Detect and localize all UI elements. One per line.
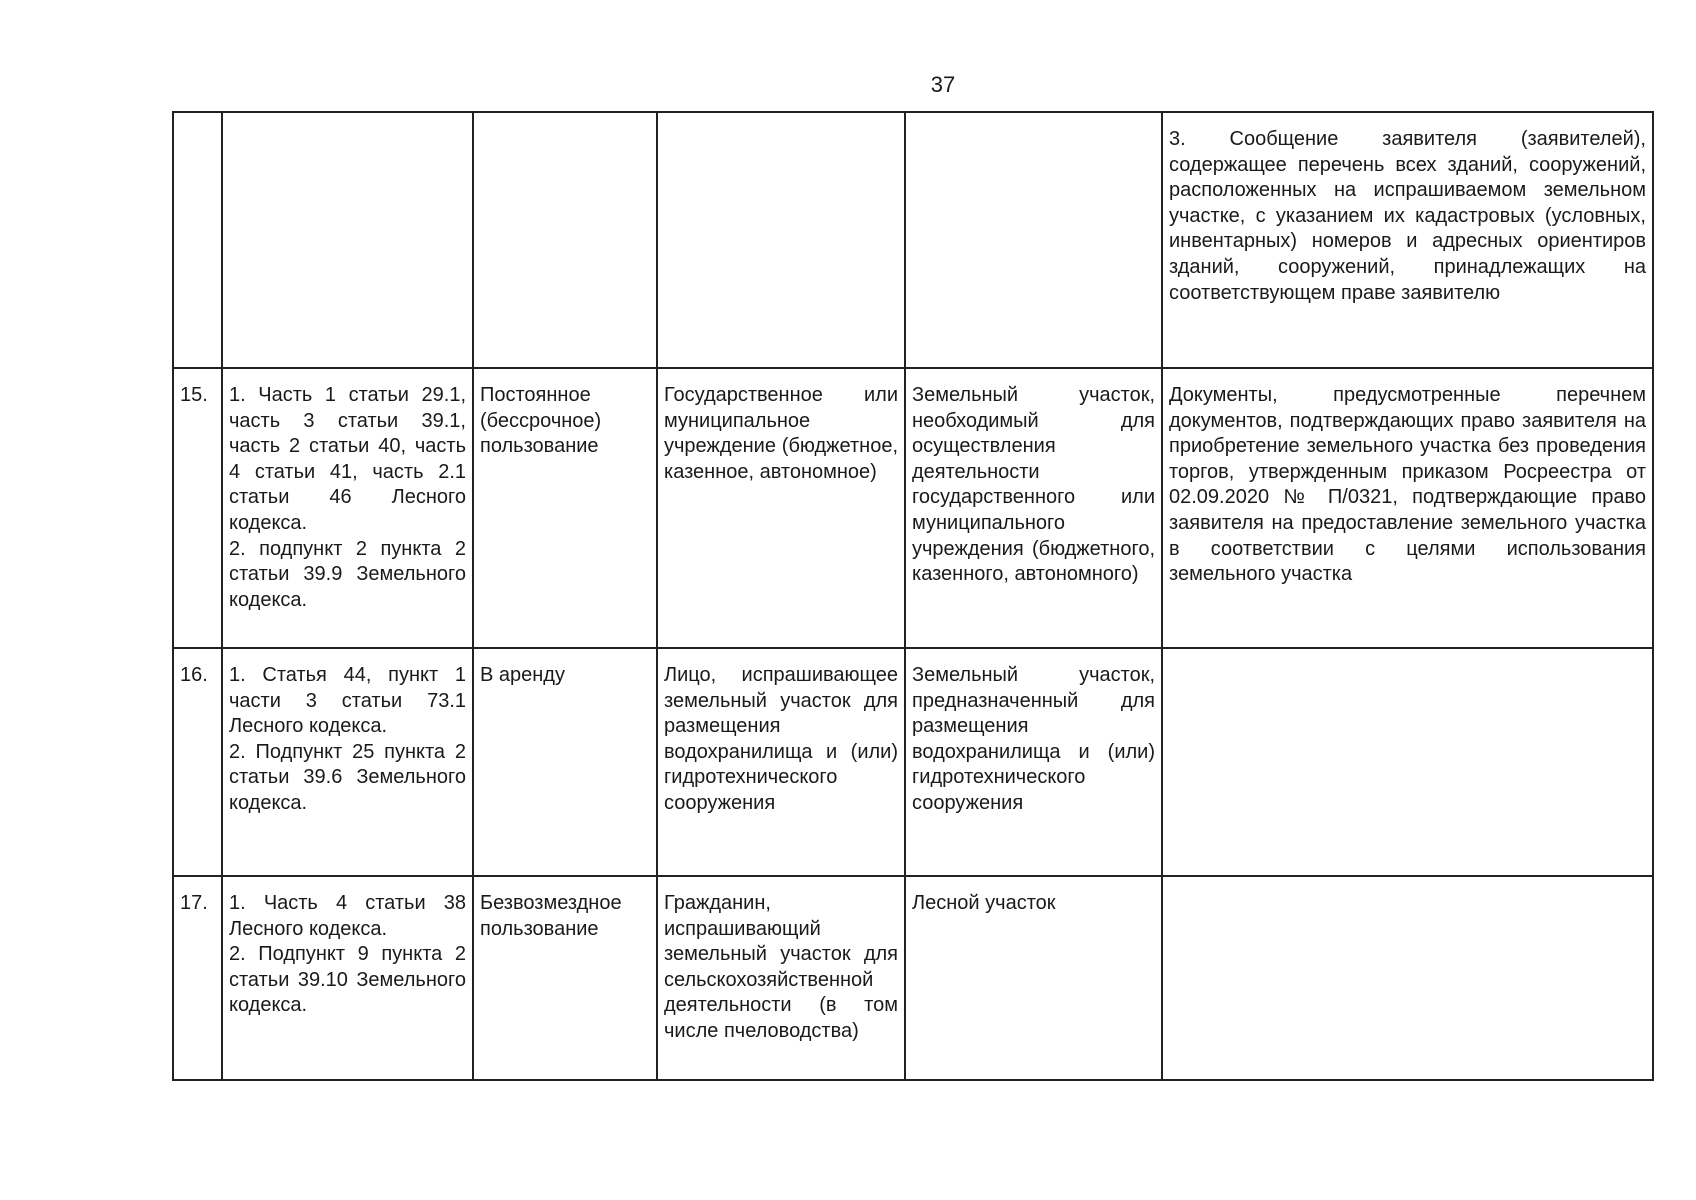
legal-basis-item: 1. Часть 1 статьи 29.1, часть 3 статьи 39.1, часть 2 статьи 40, часть 4 статьи 41, часть 2.1 статьи 46 Лесного кодекса. bbox=[229, 384, 466, 534]
legal-basis-cell bbox=[222, 112, 473, 368]
parcel-cell: Лесной участок bbox=[905, 876, 1162, 1080]
right-type-cell: Безвозмездное пользование bbox=[473, 876, 657, 1080]
parcel-cell: Земельный участок, необходимый для осуществления деятельности государственного или муниципального учреждения (бюджетного, казенного, автономного) bbox=[905, 368, 1162, 648]
table-row bbox=[173, 112, 1653, 368]
applicant-cell: Гражданин, испрашивающий земельный участок для сельскохозяйственной деятельности (в том числе пчеловодства) bbox=[657, 876, 905, 1080]
applicant-cell bbox=[657, 112, 905, 368]
regulation-table bbox=[172, 111, 1654, 1081]
legal-basis-item: 2. Подпункт 25 пункта 2 статьи 39.6 Земельного кодекса. bbox=[229, 740, 466, 814]
legal-basis-item: 2. Подпункт 9 пункта 2 статьи 39.10 Земельного кодекса. bbox=[229, 943, 466, 1017]
row-number-cell: 15. bbox=[173, 368, 222, 648]
parcel-cell bbox=[905, 112, 1162, 368]
right-type-cell: Постоянное (бессрочное) пользование bbox=[473, 368, 657, 648]
legal-basis-item: 2. подпункт 2 пункта 2 статьи 39.9 Земельного кодекса. bbox=[229, 537, 466, 611]
legal-basis-item: 1. Статья 44, пункт 1 части 3 статьи 73.1 Лесного кодекса. bbox=[229, 664, 466, 738]
documents-cell: Документы, предусмотренные перечнем документов, подтверждающих право заявителя на приобретение земельного участка без проведения торгов, утвержденным приказом Росреестра от 02.09.2020 № П/0321, подтверждающие право заявителя на предоставление земельного участка в соответствии с целями использования земельного участка bbox=[1162, 368, 1653, 648]
legal-basis-cell bbox=[222, 368, 473, 648]
documents-cell bbox=[1162, 648, 1653, 876]
table-row bbox=[173, 876, 1653, 1080]
applicant-cell: Лицо, испрашивающее земельный участок для размещения водохранилища и (или) гидротехнического сооружения bbox=[657, 648, 905, 876]
table-row bbox=[173, 648, 1653, 876]
applicant-cell: Государственное или муниципальное учреждение (бюджетное, казенное, автономное) bbox=[657, 368, 905, 648]
documents-cell: 3. Сообщение заявителя (заявителей), содержащее перечень всех зданий, сооружений, расположенных на испрашиваемом земельном участке, с указанием их кадастровых (условных, инвентарных) номеров и адресных ориентиров зданий, сооружений, принадлежащих на соответствующем праве заявителю bbox=[1162, 112, 1653, 368]
row-number-cell: 17. bbox=[173, 876, 222, 1080]
legal-basis-item: 1. Часть 4 статьи 38 Лесного кодекса. bbox=[229, 892, 466, 940]
parcel-cell: Земельный участок, предназначенный для размещения водохранилища и (или) гидротехнического сооружения bbox=[905, 648, 1162, 876]
documents-cell bbox=[1162, 876, 1653, 1080]
table-row bbox=[173, 368, 1653, 648]
right-type-cell: В аренду bbox=[473, 648, 657, 876]
legal-basis-cell bbox=[222, 876, 473, 1080]
right-type-cell bbox=[473, 112, 657, 368]
page-number: 37 bbox=[930, 72, 956, 97]
legal-basis-cell bbox=[222, 648, 473, 876]
row-number-cell bbox=[173, 112, 222, 368]
row-number-cell: 16. bbox=[173, 648, 222, 876]
